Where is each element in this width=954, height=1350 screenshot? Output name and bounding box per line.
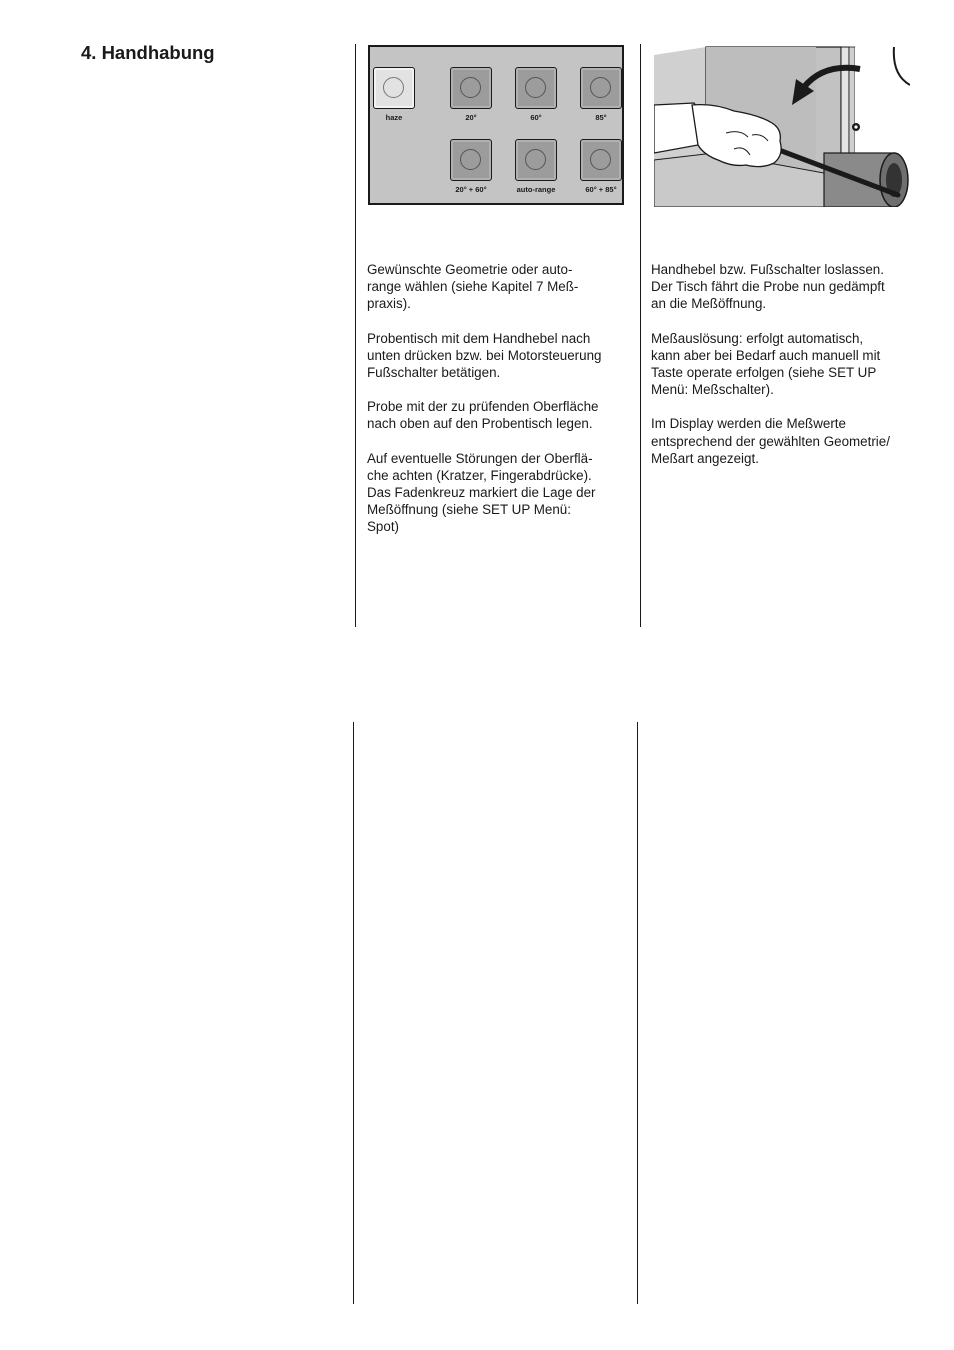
instruction-paragraph: Im Display werden die Meßwerte entsprechend der gewählten Geometrie/ Meßart angezeigt. <box>651 416 890 466</box>
instruction-paragraph: Gewünschte Geometrie oder auto- range wählen (siehe Kapitel 7 Meß- praxis). <box>367 262 579 312</box>
60-degree-key <box>515 67 557 109</box>
column-divider-top-right <box>640 44 641 627</box>
auto-range-key <box>515 139 557 181</box>
instructions-column-right <box>651 261 921 484</box>
haze-key <box>373 67 415 109</box>
85-degree-key-label: 85° <box>595 113 607 122</box>
column-divider-bottom-right <box>637 722 638 1304</box>
section-heading: 4. Handhabung <box>81 42 215 63</box>
instruction-paragraph: Probentisch mit dem Handhebel nach unten drücken bzw. bei Motorsteuerung Fußschalter betätigen. <box>367 330 602 381</box>
instruction-paragraph: Handhebel bzw. Fußschalter loslassen. Der Tisch fährt die Probe nun gedämpft an die Meßöffnung. <box>651 262 885 312</box>
auto-range-key-label: auto-range <box>516 185 556 194</box>
column-divider-top-left <box>355 44 356 627</box>
20-degree-key <box>450 67 492 109</box>
hand-lever-illustration <box>654 45 910 207</box>
instruction-paragraph: Probe mit der zu prüfenden Oberfläche nach oben auf den Probentisch legen. <box>367 399 599 432</box>
column-divider-bottom-left <box>353 722 354 1304</box>
60-85-degree-key <box>580 139 622 181</box>
keypad-illustration <box>368 45 624 205</box>
instruction-paragraph: Auf eventuelle Störungen der Oberflä- che achten (Kratzer, Fingerabdrücke). Das Fadenkreuz markiert die Lage der Meßöffnung (siehe SET UP Menü: Spot) <box>367 450 596 535</box>
20-60-degree-key-label: 20° + 60° <box>455 185 487 194</box>
instruction-paragraph: Meßauslösung: erfolgt automatisch, kann aber bei Bedarf auch manuell mit Taste operate erfolgen (siehe SET UP Menü: Meßschalter). <box>651 330 881 398</box>
60-85-degree-key-label: 60° + 85° <box>585 185 617 194</box>
haze-key-label: haze <box>385 113 403 122</box>
60-degree-key-label: 60° <box>530 113 542 122</box>
85-degree-key <box>580 67 622 109</box>
instructions-column-middle <box>367 261 632 553</box>
20-degree-key-label: 20° <box>465 113 477 122</box>
20-60-degree-key <box>450 139 492 181</box>
